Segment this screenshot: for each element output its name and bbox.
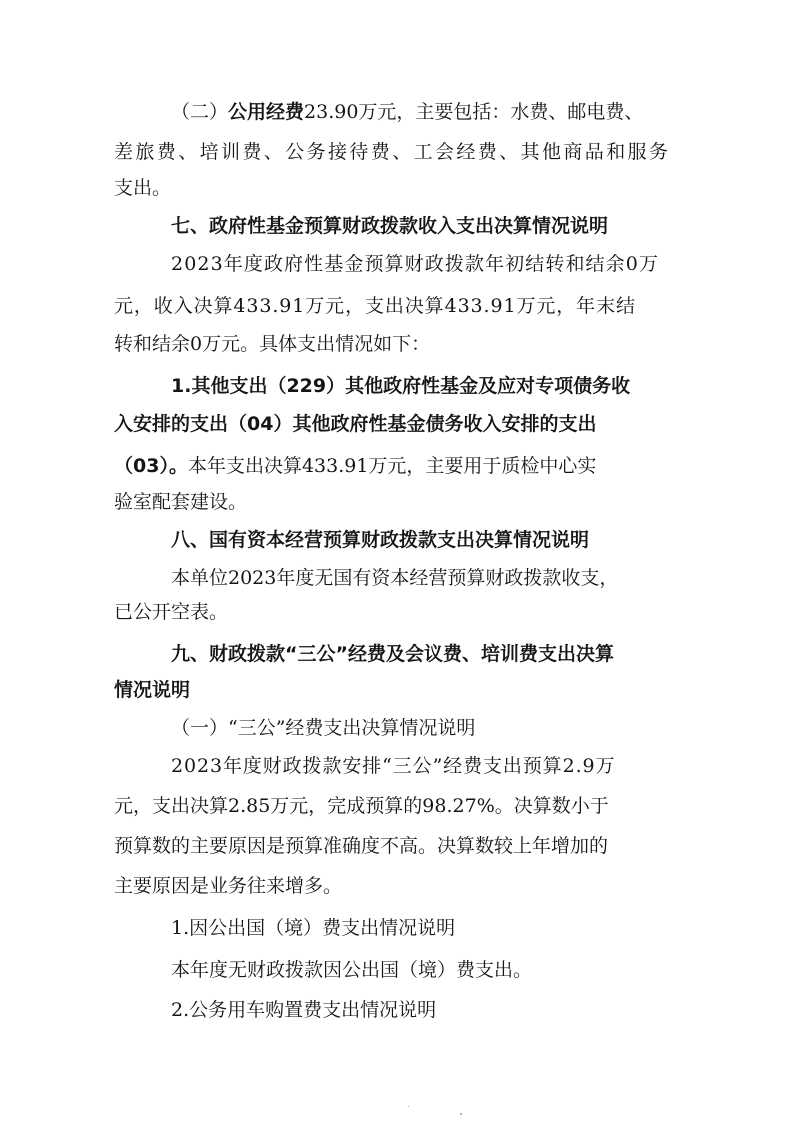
section-9-sub-1-para-line-3: 预算数的主要原因是预算准确度不高。决算数较上年增加的 <box>114 835 609 857</box>
section-9-heading-line-1: 九、财政拨款“三公”经费及会议费、培训费支出决算 <box>171 643 614 665</box>
section-9-sub-1-para-line-1: 2023年度财政拨款安排“三公”经费支出预算2.9万 <box>171 755 616 777</box>
section-7-item-1-line-4: 验室配套建设。 <box>114 491 248 513</box>
section-7-item-1-line-2: 入安排的支出（04）其他政府性基金债务收入安排的支出 <box>114 413 597 435</box>
section-8-heading: 八、国有资本经营预算财政拨款支出决算情况说明 <box>171 529 590 551</box>
scan-speck <box>460 1113 462 1115</box>
section-7-item-1-line-1: 1.其他支出（229）其他政府性基金及应对专项债务收 <box>171 375 631 397</box>
public-expense-line-1 <box>171 98 643 126</box>
section-8-para-line-2: 已公开空表。 <box>114 601 229 623</box>
section-7-para-line-1: 2023年度政府性基金预算财政拨款年初结转和结余0万 <box>171 253 660 275</box>
section-8-para-line-1: 本单位2023年度无国有资本经营预算财政拨款收支， <box>171 567 619 589</box>
section-7-item-1-code: （03）。 <box>114 455 188 477</box>
section-9-item-1-title: 1.因公出国（境）费支出情况说明 <box>171 917 456 939</box>
section-7-item-1-line-3 <box>114 452 596 480</box>
section-9-sub-1-para-line-4: 主要原因是业务往来增多。 <box>114 875 343 897</box>
section-9-heading-line-2: 情况说明 <box>114 679 191 701</box>
public-expense-amount: 23.90万元，主要包括：水费、邮电费、 <box>304 101 644 123</box>
section-7-para-line-3: 转和结余0万元。具体支出情况如下： <box>114 333 431 355</box>
public-expense-line-2: 差旅费、培训费、公务接待费、工会经费、其他商品和服务 <box>114 141 671 163</box>
scan-speck <box>408 1106 409 1107</box>
public-expense-line-3: 支出。 <box>114 177 172 199</box>
section-9-item-2-title: 2.公务用车购置费支出情况说明 <box>171 999 437 1021</box>
section-7-item-1-desc: 本年支出决算433.91万元，主要用于质检中心实 <box>187 455 597 477</box>
section-9-item-1-text: 本年度无财政拨款因公出国（境）费支出。 <box>171 959 533 981</box>
section-9-sub-1-heading: （一）“三公”经费支出决算情况说明 <box>171 717 476 739</box>
public-expense-label: 公用经费 <box>228 101 305 123</box>
section-7-heading: 七、政府性基金预算财政拨款收入支出决算情况说明 <box>171 215 609 237</box>
section-7-para-line-2: 元，收入决算433.91万元，支出决算433.91万元，年末结 <box>114 295 636 317</box>
section-9-sub-1-para-line-2: 元，支出决算2.85万元，完成预算的98.27%。决算数小于 <box>114 795 609 817</box>
public-expense-lead: （二） <box>171 101 229 123</box>
